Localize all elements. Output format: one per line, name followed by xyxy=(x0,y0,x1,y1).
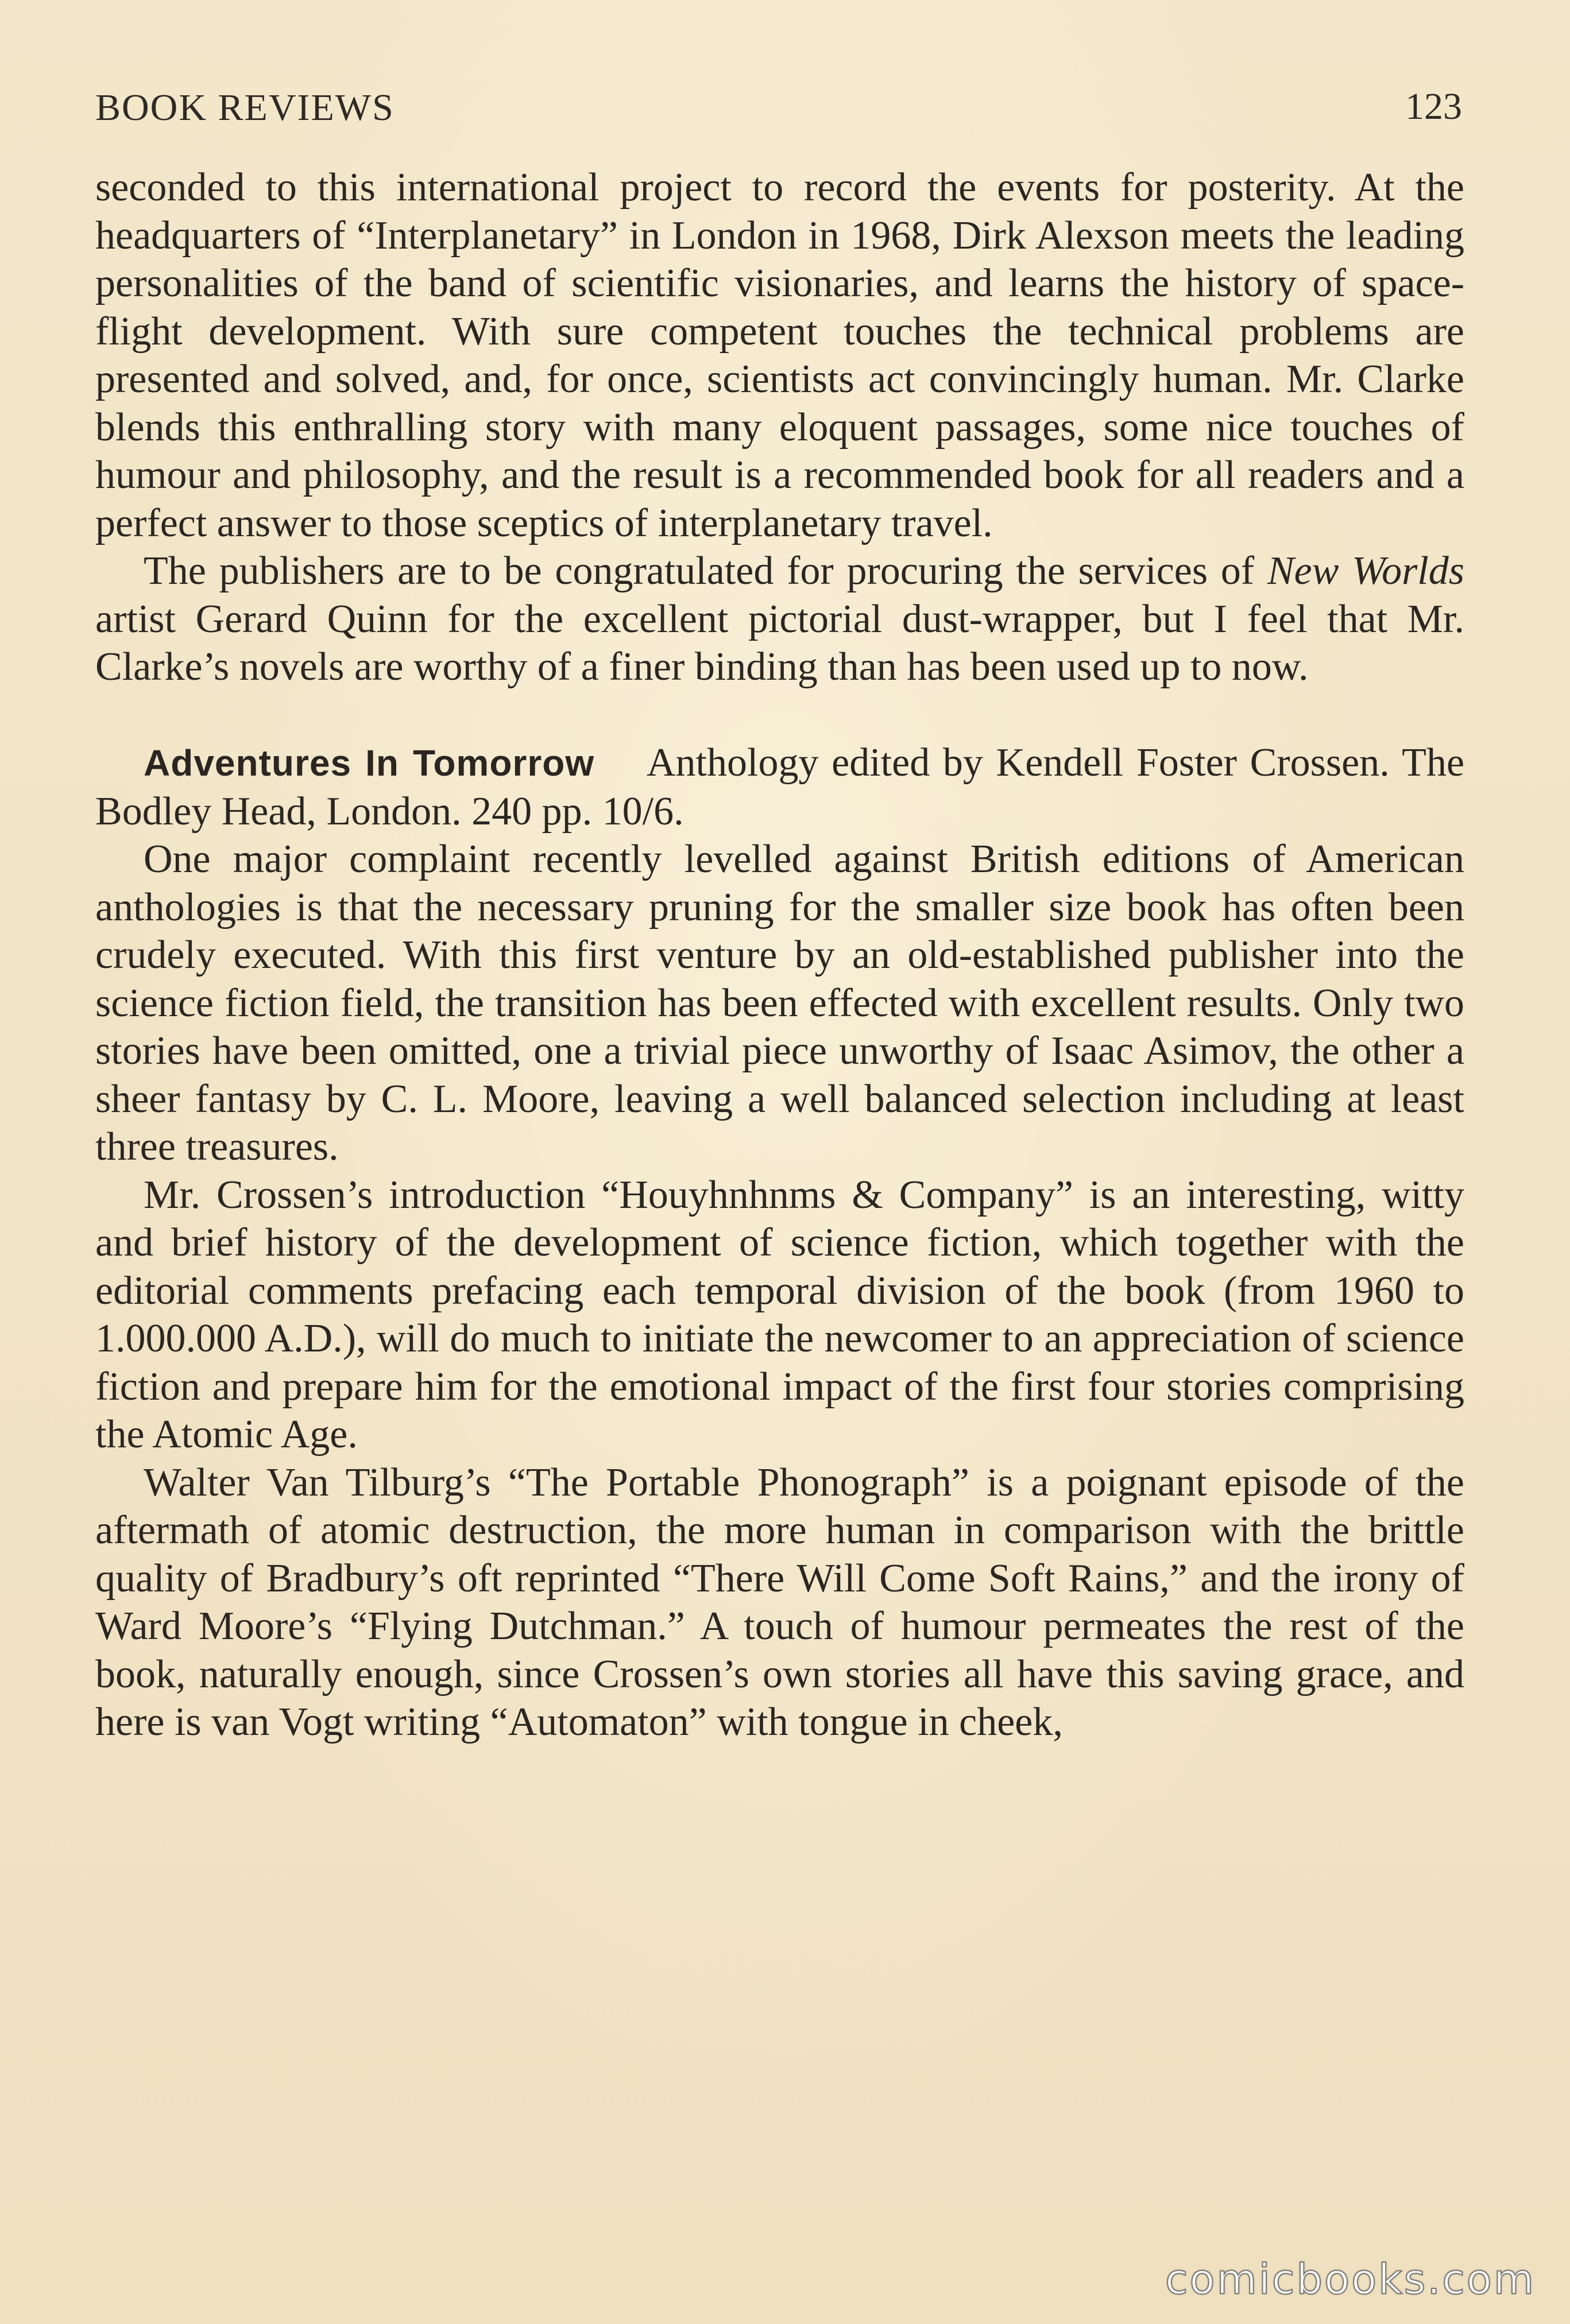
review-publisher-paragraph xyxy=(95,547,1464,691)
site-watermark: comicbooks.com xyxy=(1165,2255,1536,2303)
publisher-text-after: artist Gerard Quinn for the excellent pictorial dust-wrapper, but I feel that Mr. Clarke’s novels are worthy of a finer binding than has been used up to now. xyxy=(95,597,1464,689)
review-paragraph: One major complaint recently levelled against British editions of American anthologies is that the necessary pruning for the smaller size book has often been crudely executed. With this first venture by an old-established publisher into the science fiction field, the transition has been effected with excellent results. Only two stories have been omitted, one a trivial piece unworthy of Isaac Asimov, the other a sheer fantasy by C. L. Moore, leaving a well balanced selection including at least three treasures. xyxy=(95,837,1464,1169)
review-heading xyxy=(95,739,1464,835)
review-paragraph: Walter Van Tilburg’s “The Portable Phonograph” is a poignant episode of the aftermath of atomic destruction, the more human in comparison with the brittle quality of Bradbury’s oft reprinted “There Will Come Soft Rains,” and the irony of Ward Moore’s “Flying Dutchman.” A touch of humour permeates the rest of the book, naturally enough, since Crossen’s own stories all have this saving grace, and here is van Vogt writing “Automaton” with tongue in cheek, xyxy=(95,1460,1464,1744)
body-text xyxy=(95,164,1464,1746)
review-continued-paragraph: seconded to this international project to record the events for posterity. At the headquarters of “Interplanetary” in London in 1968, Dirk Alexson meets the leading personalities of the band of scientific visionaries, and learns the history of spaceflight development. With sure competent touches the technical problems are presented and solved, and, for once, scientists act convincingly human. Mr. Clarke blends this enthralling story with many eloquent passages, some nice touches of humour and philosophy, and the result is a recommended book for all readers and a perfect answer to those sceptics of interplanetary travel. xyxy=(95,165,1464,545)
book-details: Anthology edited by Kendell Foster Crossen. The Bodley Head, London. 240 pp. 10/6. xyxy=(95,741,1465,834)
running-head: BOOK REVIEWS xyxy=(95,87,395,129)
review-paragraph: Mr. Crossen’s introduction “Houyhnhnms & Company” is an interesting, witty and brief history of the development of science fiction, which together with the editorial comments prefacing each temporal division of the book (from 1960 to 1.000.000 A.D.), will do much to initiate the newcomer to an appreciation of science fiction and prepare him for the emotional impact of the first four stories comprising the Atomic Age. xyxy=(95,1172,1464,1457)
book-title: Adventures In Tomorrow xyxy=(144,742,595,784)
publisher-text-before: The publishers are to be congratulated for procuring the services of xyxy=(144,549,1267,593)
section-gap xyxy=(95,691,1464,739)
magazine-title: New Worlds xyxy=(1267,549,1464,593)
page-number: 123 xyxy=(1405,86,1462,127)
